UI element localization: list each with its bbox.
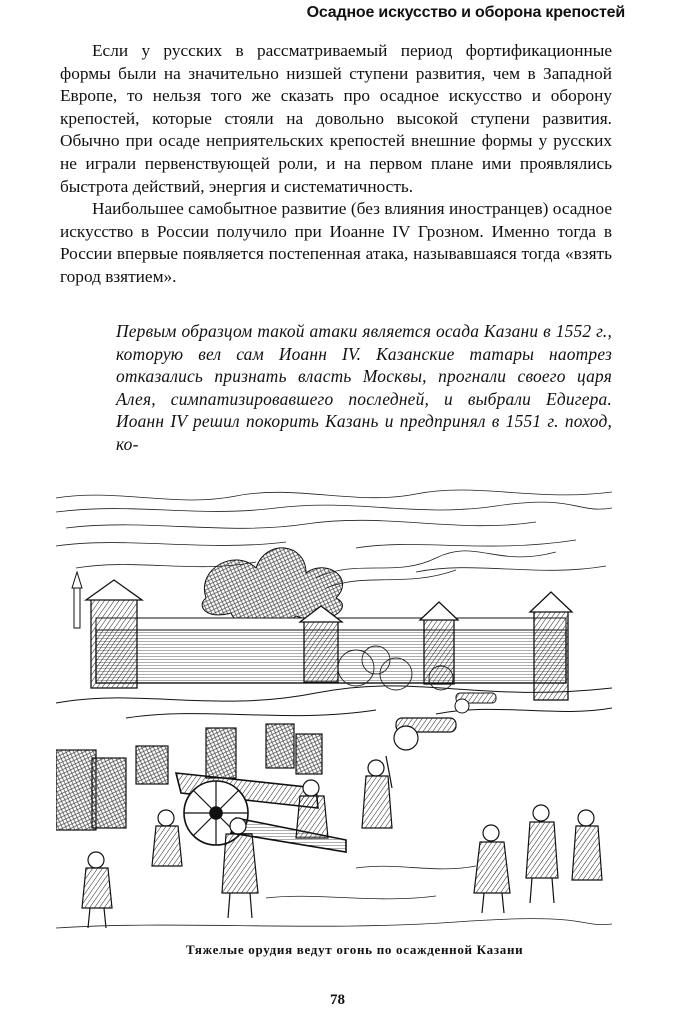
sky-hatching xyxy=(56,490,612,572)
distant-cannon-1 xyxy=(394,718,456,750)
soldier-5 xyxy=(362,756,392,828)
tower-left xyxy=(86,580,142,688)
tower-far-right xyxy=(530,592,572,700)
soldier-1 xyxy=(82,852,112,928)
soldier-8 xyxy=(572,810,602,880)
running-head: Осадное искусство и оборона крепостей xyxy=(306,4,625,21)
soldier-7 xyxy=(526,805,558,903)
soldier-2 xyxy=(152,810,182,866)
page-number: 78 xyxy=(330,992,345,1008)
siege-illustration xyxy=(56,488,612,932)
paragraph-2: Наибольшее самобытное развитие (без влияния иностранцев) осадное искусство в России получило при Иоанне IV Грозном. Именно тогда в России впервые появляется постепенная атака, называвшаяся тогда «взять город взятием». xyxy=(60,199,612,286)
minaret xyxy=(72,572,82,628)
paragraph-1: Если у русских в рассматриваемый период фортификационные формы были на значительно низшей ступени развития, чем в Западной Европе, то нельзя того же сказать про осадное искусство и оборону крепостей, которые стояли на довольно высокой ступени развития. Обычно при осаде неприятельских крепостей внешние формы у русских не играли первенствующей роли, и на первом плане ими проявлялись быстрота действий, энергия и систематичность. xyxy=(60,41,612,196)
body-text xyxy=(60,40,612,289)
figure-caption: Тяжелые орудия ведут огонь по осажденной Казани xyxy=(186,942,524,957)
soldier-6 xyxy=(474,825,510,913)
tower-center xyxy=(300,606,342,682)
riverbank xyxy=(56,686,612,718)
tower-right xyxy=(420,602,458,684)
quote-passage: Первым образцом такой атаки является осада Казани в 1552 г., которую вел сам Иоанн IV. Казанские татары наотрез отказались признать власть Москвы, прогнали своего царя Алея, симпатизировавшего последней, и выбрали Едигера. Иоанн IV решил покорить Казань и предпринял в 1551 г. поход, ко- xyxy=(116,321,612,454)
